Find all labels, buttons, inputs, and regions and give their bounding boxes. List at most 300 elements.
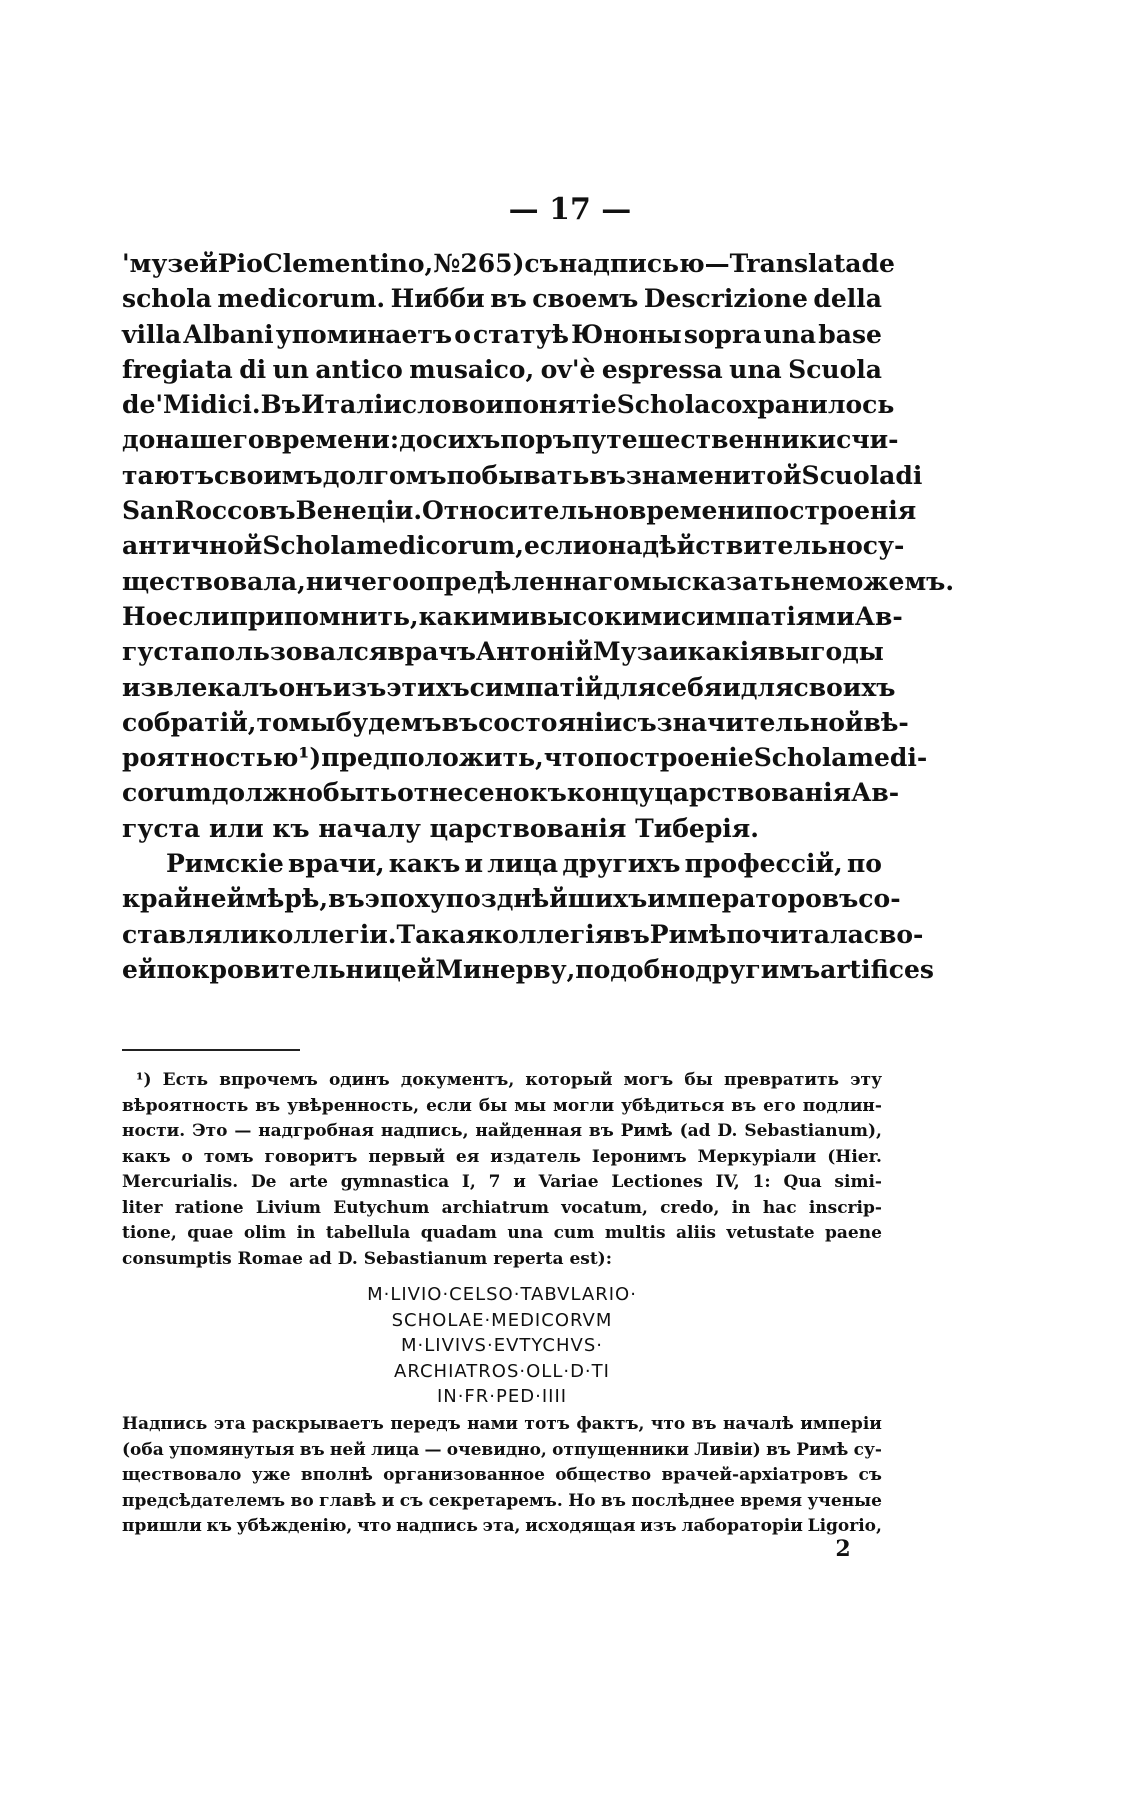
word: покровительницей bbox=[156, 954, 436, 984]
word: consumptis bbox=[122, 1248, 238, 1269]
word: D. bbox=[717, 1121, 738, 1141]
text-line bbox=[122, 740, 928, 775]
word: высокими bbox=[529, 601, 681, 631]
word: раскрываетъ bbox=[252, 1414, 384, 1434]
word: ov'è bbox=[540, 354, 596, 384]
word: simi- bbox=[834, 1172, 882, 1192]
word: построеніе bbox=[594, 743, 754, 773]
word: эта, bbox=[482, 1516, 521, 1536]
word: врачи, bbox=[287, 849, 385, 879]
word: фактъ, bbox=[576, 1414, 645, 1434]
footnote-line bbox=[122, 1489, 882, 1515]
word: другимъ bbox=[695, 954, 821, 984]
word: Это bbox=[192, 1121, 228, 1141]
word: Clementino, bbox=[262, 249, 434, 278]
word: Pio bbox=[217, 249, 263, 278]
word: главѣ bbox=[319, 1490, 377, 1511]
word: началѣ bbox=[722, 1414, 794, 1434]
word: подлин- bbox=[802, 1095, 882, 1116]
word: лица bbox=[371, 1439, 420, 1460]
word: или bbox=[208, 813, 273, 843]
word: Qua bbox=[783, 1172, 822, 1192]
word: Scuola bbox=[801, 460, 896, 490]
word: почитала bbox=[726, 919, 864, 949]
word: сказать bbox=[676, 566, 791, 596]
word: одинъ bbox=[328, 1070, 390, 1090]
word: времени: bbox=[264, 425, 400, 455]
word: въ bbox=[588, 1121, 614, 1141]
inscription-line: SCHOLAE·MEDICORVM bbox=[391, 1309, 613, 1331]
word: 'музей bbox=[122, 249, 218, 278]
text-line bbox=[122, 952, 934, 987]
text-line bbox=[122, 917, 924, 952]
word: un bbox=[272, 354, 309, 384]
word: Венеціи. bbox=[295, 496, 423, 526]
footnote-line bbox=[122, 1145, 882, 1171]
word: су- bbox=[862, 531, 905, 561]
word: въ bbox=[259, 496, 296, 526]
word: вѣ- bbox=[863, 707, 909, 737]
word: medicorum, bbox=[356, 531, 524, 561]
latin-inscription bbox=[122, 1282, 882, 1410]
word: quadam bbox=[420, 1223, 497, 1243]
word: къ bbox=[272, 813, 319, 843]
word: espressa bbox=[601, 354, 723, 384]
text-line bbox=[122, 246, 895, 281]
footnote-line bbox=[122, 1119, 882, 1145]
word: base bbox=[818, 319, 882, 349]
word: Descrizione bbox=[643, 284, 808, 314]
word: olim bbox=[243, 1223, 287, 1243]
word: in bbox=[296, 1223, 316, 1243]
word: изъ bbox=[332, 672, 387, 702]
text-line bbox=[122, 846, 882, 881]
word: могъ bbox=[623, 1070, 674, 1090]
word: опредѣленнаго bbox=[408, 566, 630, 596]
word: что bbox=[357, 1516, 392, 1536]
word: paene bbox=[825, 1223, 882, 1243]
word: томъ bbox=[203, 1146, 254, 1167]
word: какими bbox=[418, 601, 530, 631]
word: съ bbox=[622, 707, 657, 737]
word: какія bbox=[687, 637, 768, 667]
signature-mark: 2 bbox=[835, 1536, 851, 1562]
word: до bbox=[122, 425, 156, 455]
word: если bbox=[523, 531, 592, 561]
word: Sebastianum), bbox=[744, 1121, 882, 1141]
word: Антоній bbox=[475, 637, 594, 667]
word: слово bbox=[401, 390, 486, 420]
word: ученые bbox=[807, 1490, 882, 1511]
inscription-line: M·LIVIVS·EVTYCHVS· bbox=[401, 1335, 603, 1356]
word: vetustate bbox=[726, 1223, 815, 1243]
word: De bbox=[250, 1172, 277, 1192]
word: hac bbox=[762, 1197, 797, 1218]
word: отнесено bbox=[397, 778, 530, 808]
word: сихъ bbox=[432, 425, 501, 455]
word: artifices bbox=[820, 954, 934, 984]
word: Нибби bbox=[390, 284, 485, 314]
word: нашего bbox=[155, 425, 265, 455]
word: надгробная bbox=[258, 1121, 374, 1141]
word: документъ, bbox=[400, 1070, 515, 1090]
word: въ bbox=[328, 884, 365, 914]
word: упомянутыя bbox=[169, 1439, 295, 1460]
word: эпоху bbox=[364, 884, 446, 914]
word: время bbox=[740, 1490, 803, 1511]
word: надпись, bbox=[380, 1121, 469, 1141]
word: Schola bbox=[616, 390, 711, 420]
word: Schola bbox=[753, 743, 848, 773]
word: выгоды bbox=[767, 637, 884, 667]
text-line bbox=[122, 670, 896, 705]
main-text bbox=[122, 246, 955, 987]
word: schola bbox=[122, 284, 212, 314]
word: ности. bbox=[122, 1121, 186, 1141]
word: она bbox=[591, 531, 643, 561]
word: № bbox=[433, 249, 461, 278]
inscription-line: M·LIVIO·CELSO·TABVLARIO· bbox=[367, 1284, 637, 1305]
word: una bbox=[763, 319, 817, 349]
word: Rocco bbox=[174, 496, 260, 526]
word: Sebastianum bbox=[363, 1248, 494, 1269]
word: Минерву, bbox=[435, 954, 576, 984]
word: (оба bbox=[122, 1439, 164, 1460]
text-line bbox=[122, 705, 909, 740]
footnote-line bbox=[122, 1514, 882, 1540]
word: Въ bbox=[260, 390, 301, 420]
word: другихъ bbox=[562, 849, 681, 879]
word: этихъ bbox=[386, 672, 470, 702]
word: побывать bbox=[446, 460, 590, 490]
word: должно bbox=[211, 778, 323, 808]
footnote-line bbox=[122, 1196, 882, 1222]
text-line bbox=[122, 528, 905, 563]
word: античной bbox=[122, 531, 263, 561]
word: себя bbox=[655, 672, 723, 702]
word: di bbox=[239, 354, 267, 384]
word: статуѣ bbox=[473, 319, 570, 349]
word: Ав- bbox=[851, 778, 900, 808]
word: таютъ bbox=[122, 460, 214, 490]
word: Относительно bbox=[422, 496, 630, 526]
word: послѣднее bbox=[631, 1490, 735, 1511]
word: archiatrum bbox=[441, 1197, 549, 1218]
inscription-line: ARCHIATROS·OLL·D·TI bbox=[394, 1360, 610, 1382]
word: который bbox=[525, 1070, 613, 1090]
word: подобно bbox=[575, 954, 696, 984]
word: 1: bbox=[752, 1172, 771, 1192]
word: со- bbox=[858, 884, 901, 914]
word: ей bbox=[122, 954, 157, 984]
word: надписью—Translata bbox=[558, 249, 862, 278]
word: Scuola bbox=[788, 354, 882, 384]
word: и bbox=[464, 849, 484, 879]
word: будемъ bbox=[335, 707, 442, 737]
word: и bbox=[381, 1490, 395, 1511]
word: знаменитой bbox=[625, 460, 802, 490]
word: понятіе bbox=[504, 390, 617, 420]
word: ея bbox=[455, 1146, 480, 1167]
word: сво- bbox=[863, 919, 924, 949]
text-line bbox=[122, 281, 882, 316]
word: времени bbox=[629, 496, 755, 526]
word: во bbox=[290, 1490, 314, 1511]
word: Италіи bbox=[300, 390, 402, 420]
word: aliis bbox=[676, 1223, 716, 1243]
word: какъ bbox=[388, 849, 461, 879]
word: для bbox=[740, 672, 794, 702]
text-line bbox=[122, 458, 923, 493]
word: врачъ bbox=[387, 637, 476, 667]
word: счи- bbox=[836, 425, 899, 455]
word: corum bbox=[122, 778, 212, 808]
word: ¹) bbox=[136, 1070, 152, 1090]
word: medicorum. bbox=[217, 284, 386, 314]
word: antico bbox=[315, 354, 403, 384]
word: Юноны bbox=[571, 319, 682, 349]
word: значительной bbox=[656, 707, 864, 737]
word: Romae bbox=[237, 1248, 309, 1269]
word: — bbox=[234, 1121, 252, 1141]
word: врачей-архіатровъ bbox=[661, 1465, 849, 1485]
word: 265) bbox=[460, 249, 525, 278]
word: съ bbox=[399, 1490, 424, 1511]
word: (Hier. bbox=[827, 1146, 882, 1167]
word: то bbox=[256, 707, 289, 737]
word: впрочемъ bbox=[219, 1070, 318, 1090]
word: Іеронимъ bbox=[591, 1146, 687, 1167]
word: убѣжденію, bbox=[236, 1516, 353, 1536]
word: началу bbox=[318, 813, 430, 843]
word: de'Midici. bbox=[122, 390, 261, 420]
word: ratione bbox=[174, 1197, 244, 1218]
word: можемъ. bbox=[824, 566, 955, 596]
word: Надпись bbox=[122, 1414, 208, 1434]
word: Livium bbox=[255, 1197, 321, 1218]
word: концу bbox=[566, 778, 655, 808]
text-line bbox=[122, 564, 955, 599]
word: не bbox=[790, 566, 825, 596]
footnote-line bbox=[122, 1412, 882, 1438]
word: къ bbox=[206, 1516, 232, 1536]
word: de bbox=[861, 249, 895, 278]
footnote-line bbox=[122, 1438, 882, 1464]
word: ставляли bbox=[122, 919, 259, 949]
word: уже bbox=[251, 1465, 291, 1485]
word: своимъ bbox=[214, 460, 323, 490]
word: liter bbox=[122, 1197, 163, 1218]
word: для bbox=[603, 672, 656, 702]
word: лабораторіи bbox=[681, 1516, 803, 1536]
word: упоминаетъ bbox=[275, 319, 453, 349]
word: вѣроятность bbox=[122, 1095, 249, 1116]
word: тотъ bbox=[524, 1414, 570, 1434]
word: и bbox=[722, 672, 741, 702]
inscription-line: IN·FR·PED·IIII bbox=[436, 1386, 568, 1407]
word: мы bbox=[514, 1095, 547, 1116]
word: коллегія bbox=[484, 919, 614, 949]
word: tabellula bbox=[325, 1223, 411, 1243]
word: очевидно, bbox=[446, 1439, 547, 1460]
word: di bbox=[895, 460, 923, 490]
word: о bbox=[181, 1146, 193, 1167]
word: Ав- bbox=[854, 601, 903, 631]
word: I, bbox=[461, 1172, 476, 1192]
word: Но bbox=[122, 601, 163, 631]
word: ней bbox=[329, 1439, 366, 1460]
word: Римскіе bbox=[166, 849, 284, 879]
footnote bbox=[122, 1068, 882, 1272]
word: убѣдиться bbox=[621, 1095, 725, 1116]
word: Albani bbox=[183, 319, 274, 349]
word: надпись bbox=[396, 1516, 478, 1536]
word: бы bbox=[478, 1095, 508, 1116]
word: D. bbox=[337, 1248, 364, 1269]
word: дѣйствительно bbox=[642, 531, 863, 561]
word: мы bbox=[288, 707, 336, 737]
word: Ливіи) bbox=[694, 1439, 761, 1460]
word: — bbox=[424, 1439, 442, 1460]
word: Но bbox=[568, 1490, 596, 1511]
word: бы bbox=[684, 1070, 713, 1090]
text-line bbox=[122, 811, 882, 846]
word: inscrip- bbox=[808, 1197, 882, 1218]
word: и bbox=[513, 1172, 526, 1192]
word: tione, bbox=[122, 1223, 177, 1243]
word: могли bbox=[553, 1095, 615, 1116]
word: съ bbox=[858, 1465, 882, 1485]
word: увѣренность, bbox=[287, 1095, 420, 1116]
word: villa bbox=[122, 319, 182, 349]
word: Schola bbox=[262, 531, 357, 561]
word: пользовался bbox=[200, 637, 388, 667]
word: императоровъ bbox=[647, 884, 859, 914]
word: Муза bbox=[593, 637, 669, 667]
word: царствованія bbox=[654, 778, 852, 808]
word: сохранилось bbox=[710, 390, 895, 420]
word: Тиберія. bbox=[635, 813, 759, 843]
word: (ad bbox=[679, 1121, 711, 1141]
word: въ bbox=[255, 1095, 281, 1116]
word: въ bbox=[601, 1490, 626, 1511]
word: IV, bbox=[715, 1172, 740, 1192]
word: долгомъ bbox=[322, 460, 447, 490]
word: въ bbox=[441, 707, 479, 737]
word: путешественники bbox=[571, 425, 837, 455]
word: коллегіи. bbox=[258, 919, 397, 949]
footnote-line bbox=[122, 1247, 882, 1273]
word: исходящая bbox=[525, 1516, 636, 1536]
word: мы bbox=[629, 566, 677, 596]
footnote-divider bbox=[122, 1049, 300, 1051]
word: предположить, bbox=[321, 743, 544, 773]
text-line bbox=[122, 493, 917, 528]
footnote-line bbox=[122, 1221, 882, 1247]
word: Eutychum bbox=[333, 1197, 430, 1218]
word: musaico, bbox=[409, 354, 535, 384]
footnote-line bbox=[122, 1170, 882, 1196]
word: симпатіями bbox=[680, 601, 855, 631]
word: vocatum, bbox=[561, 1197, 648, 1218]
word: gymnastica bbox=[340, 1172, 450, 1192]
word: су- bbox=[853, 1439, 882, 1460]
footnote-line bbox=[122, 1463, 882, 1489]
word: reperta bbox=[493, 1248, 570, 1269]
word: отпущенники bbox=[552, 1439, 689, 1460]
word: Меркуріали bbox=[697, 1146, 817, 1167]
word: организованное bbox=[383, 1465, 545, 1485]
word: извлекалъ bbox=[122, 672, 279, 702]
word: позднѣйшихъ bbox=[445, 884, 648, 914]
word: Римѣ bbox=[620, 1121, 673, 1141]
word: Variae bbox=[538, 1172, 599, 1192]
word: и bbox=[485, 390, 505, 420]
word: ad bbox=[308, 1248, 338, 1269]
text-line bbox=[122, 775, 900, 810]
word: передъ bbox=[390, 1414, 461, 1434]
word: Mercurialis. bbox=[122, 1172, 239, 1192]
word: della bbox=[813, 284, 882, 314]
word: medi- bbox=[847, 743, 928, 773]
word: fregiata bbox=[122, 354, 233, 384]
word: 7 bbox=[488, 1172, 501, 1192]
word: состояніи bbox=[478, 707, 623, 737]
text-line bbox=[122, 634, 882, 669]
word: царствованія bbox=[429, 813, 636, 843]
word: Есть bbox=[162, 1070, 209, 1090]
word: первый bbox=[368, 1146, 445, 1167]
word: ществовала, bbox=[122, 566, 306, 596]
word: sopra bbox=[683, 319, 762, 349]
word: построенія bbox=[754, 496, 917, 526]
word: cum bbox=[553, 1223, 595, 1243]
footnote-continuation bbox=[122, 1412, 882, 1540]
word: Lectiones bbox=[611, 1172, 703, 1192]
word: въ bbox=[613, 919, 650, 949]
word: ществовало bbox=[122, 1465, 242, 1485]
text-line bbox=[122, 317, 882, 352]
word: собратій, bbox=[122, 707, 257, 737]
word: найденная bbox=[475, 1121, 583, 1141]
word: въ bbox=[766, 1439, 791, 1460]
word: издатель bbox=[490, 1146, 581, 1167]
word: ничего bbox=[305, 566, 409, 596]
word: какъ bbox=[122, 1146, 171, 1167]
word: припомнить, bbox=[229, 601, 419, 631]
word: эта bbox=[213, 1414, 246, 1434]
word: въ bbox=[691, 1414, 717, 1434]
word: ¹) bbox=[298, 743, 322, 773]
word: изъ bbox=[640, 1516, 677, 1536]
word: густа bbox=[122, 637, 201, 667]
word: говоритъ bbox=[264, 1146, 358, 1167]
word: быть bbox=[322, 778, 398, 808]
word: въ bbox=[589, 460, 626, 490]
word: въ bbox=[731, 1095, 757, 1116]
text-line bbox=[122, 387, 895, 422]
word: общество bbox=[555, 1465, 652, 1485]
word: если bbox=[162, 601, 230, 631]
text-line bbox=[122, 422, 899, 457]
footnote-line bbox=[122, 1068, 882, 1094]
word: и bbox=[668, 637, 688, 667]
word: что bbox=[650, 1414, 686, 1434]
word: о bbox=[454, 319, 471, 349]
word: мѣрѣ, bbox=[245, 884, 329, 914]
text-line bbox=[122, 599, 903, 634]
word: къ bbox=[529, 778, 567, 808]
